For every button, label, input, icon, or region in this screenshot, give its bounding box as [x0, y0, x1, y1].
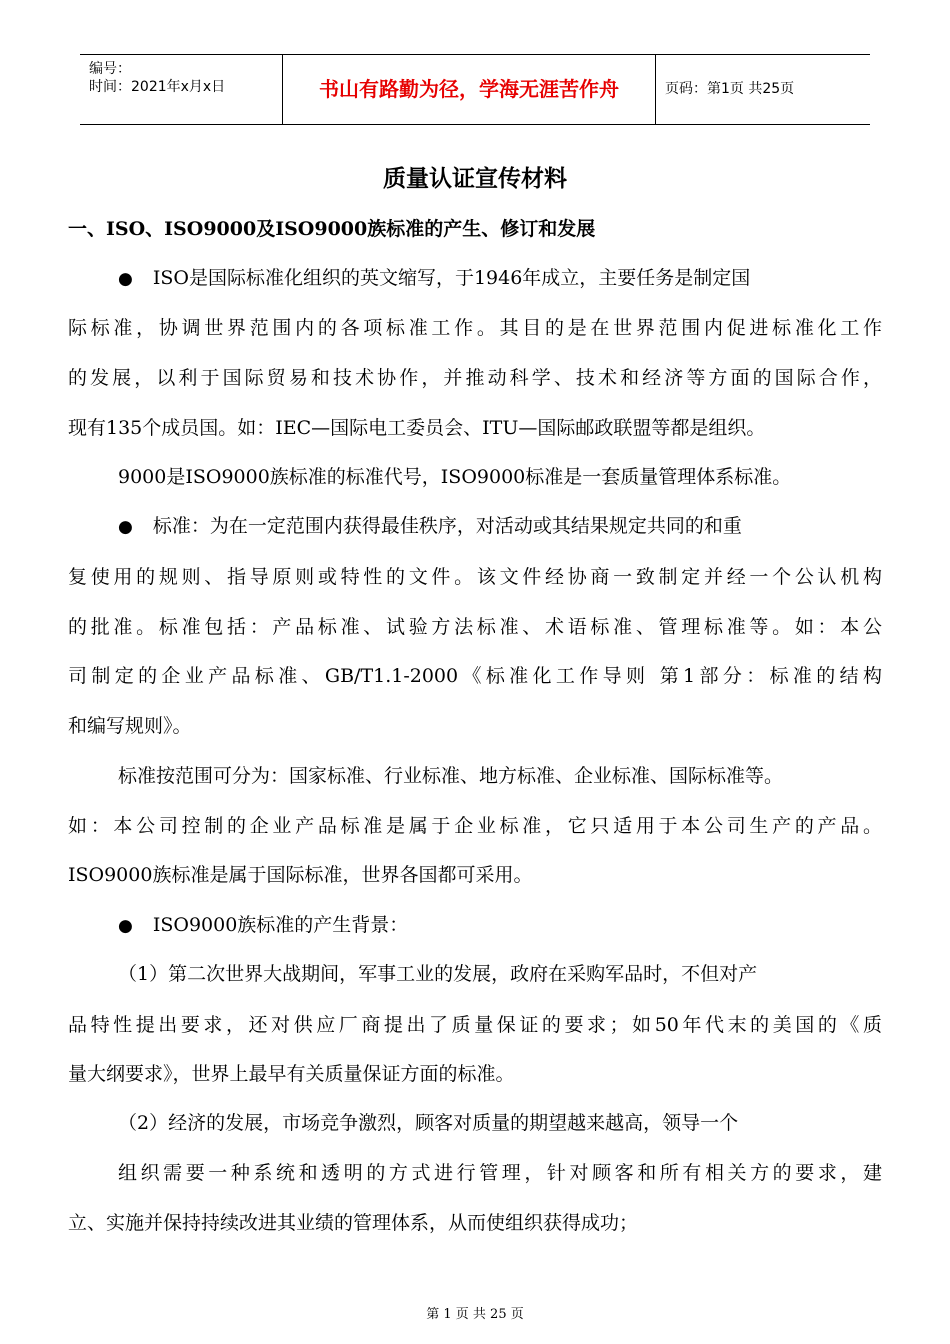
- line-text: ISO是国际标准化组织的英文缩写，于1946年成立，主要任务是制定国: [152, 267, 751, 289]
- paragraph-line: 司制定的企业产品标准、GB/T1.1-2000《标准化工作导则 第1部分：标准的结构: [68, 665, 882, 687]
- bullet-icon: ●: [118, 517, 133, 537]
- doc-number-label: 编号：: [89, 61, 131, 77]
- paragraph-line: [118, 913, 408, 938]
- paragraph-line: 如：本公司控制的企业产品标准是属于企业标准，它只适用于本公司生产的产品。: [68, 815, 882, 837]
- line-text: ISO9000族标准的产生背景：: [152, 914, 409, 936]
- page-footer: 第 1 页 共 25 页: [426, 1307, 524, 1322]
- paragraph-line: 现有135个成员国。如：IEC—国际电工委员会、ITU—国际邮政联盟等都是组织。: [68, 417, 766, 439]
- paragraph-line: （1）第二次世界大战期间，军事工业的发展，政府在采购军品时，不但对产: [118, 963, 758, 985]
- section-heading: 一、ISO、ISO9000及ISO9000族标准的产生、修订和发展: [68, 218, 596, 240]
- header-table: [80, 54, 870, 125]
- paragraph-line: 组织需要一种系统和透明的方式进行管理，针对顾客和所有相关方的要求，建: [118, 1162, 882, 1184]
- header-info-cell: [80, 55, 282, 124]
- paragraph-line: [118, 514, 742, 539]
- paragraph-line: 的批准。标准包括：产品标准、试验方法标准、术语标准、管理标准等。如：本公: [68, 616, 882, 638]
- paragraph-line: 复使用的规则、指导原则或特性的文件。该文件经协商一致制定并经一个公认机构: [68, 566, 882, 588]
- paragraph-line: 标准按范围可分为：国家标准、行业标准、地方标准、企业标准、国际标准等。: [118, 765, 784, 787]
- document-title: 质量认证宣传材料: [383, 166, 567, 192]
- paragraph-line: [118, 266, 750, 291]
- paragraph-line: 量大纲要求》，世界上最早有关质量保证方面的标准。: [68, 1063, 515, 1085]
- paragraph-line: 际标准，协调世界范围内的各项标准工作。其目的是在世界范围内促进标准化工作: [68, 317, 882, 339]
- paragraph-line: 的发展，以利于国际贸易和技术协作，并推动科学、技术和经济等方面的国际合作，: [68, 367, 882, 389]
- paragraph-line: 品特性提出要求，还对供应厂商提出了质量保证的要求；如50年代末的美国的《质: [68, 1014, 882, 1036]
- paragraph-line: 和编写规则》。: [68, 715, 192, 737]
- header-page-number: 页码：第1页 共25页: [665, 81, 795, 97]
- bullet-icon: ●: [118, 269, 133, 289]
- paragraph-line: 9000是ISO9000族标准的标准代号，ISO9000标准是一套质量管理体系标准。: [118, 466, 792, 488]
- paragraph-line: 立、实施并保持持续改进其业绩的管理体系，从而使组织获得成功；: [68, 1212, 639, 1234]
- doc-time-label: 时间：2021年x月x日: [89, 79, 226, 95]
- line-text: 标准：为在一定范围内获得最佳秩序，对活动或其结果规定共同的和重: [152, 515, 742, 537]
- paragraph-line: ISO9000族标准是属于国际标准，世界各国都可采用。: [68, 864, 533, 886]
- header-motto: 书山有路勤为径，学海无涯苦作舟: [282, 55, 656, 124]
- paragraph-line: （2）经济的发展，市场竞争激烈，顾客对质量的期望越来越高，领导一个: [118, 1112, 739, 1134]
- bullet-icon: ●: [118, 916, 133, 936]
